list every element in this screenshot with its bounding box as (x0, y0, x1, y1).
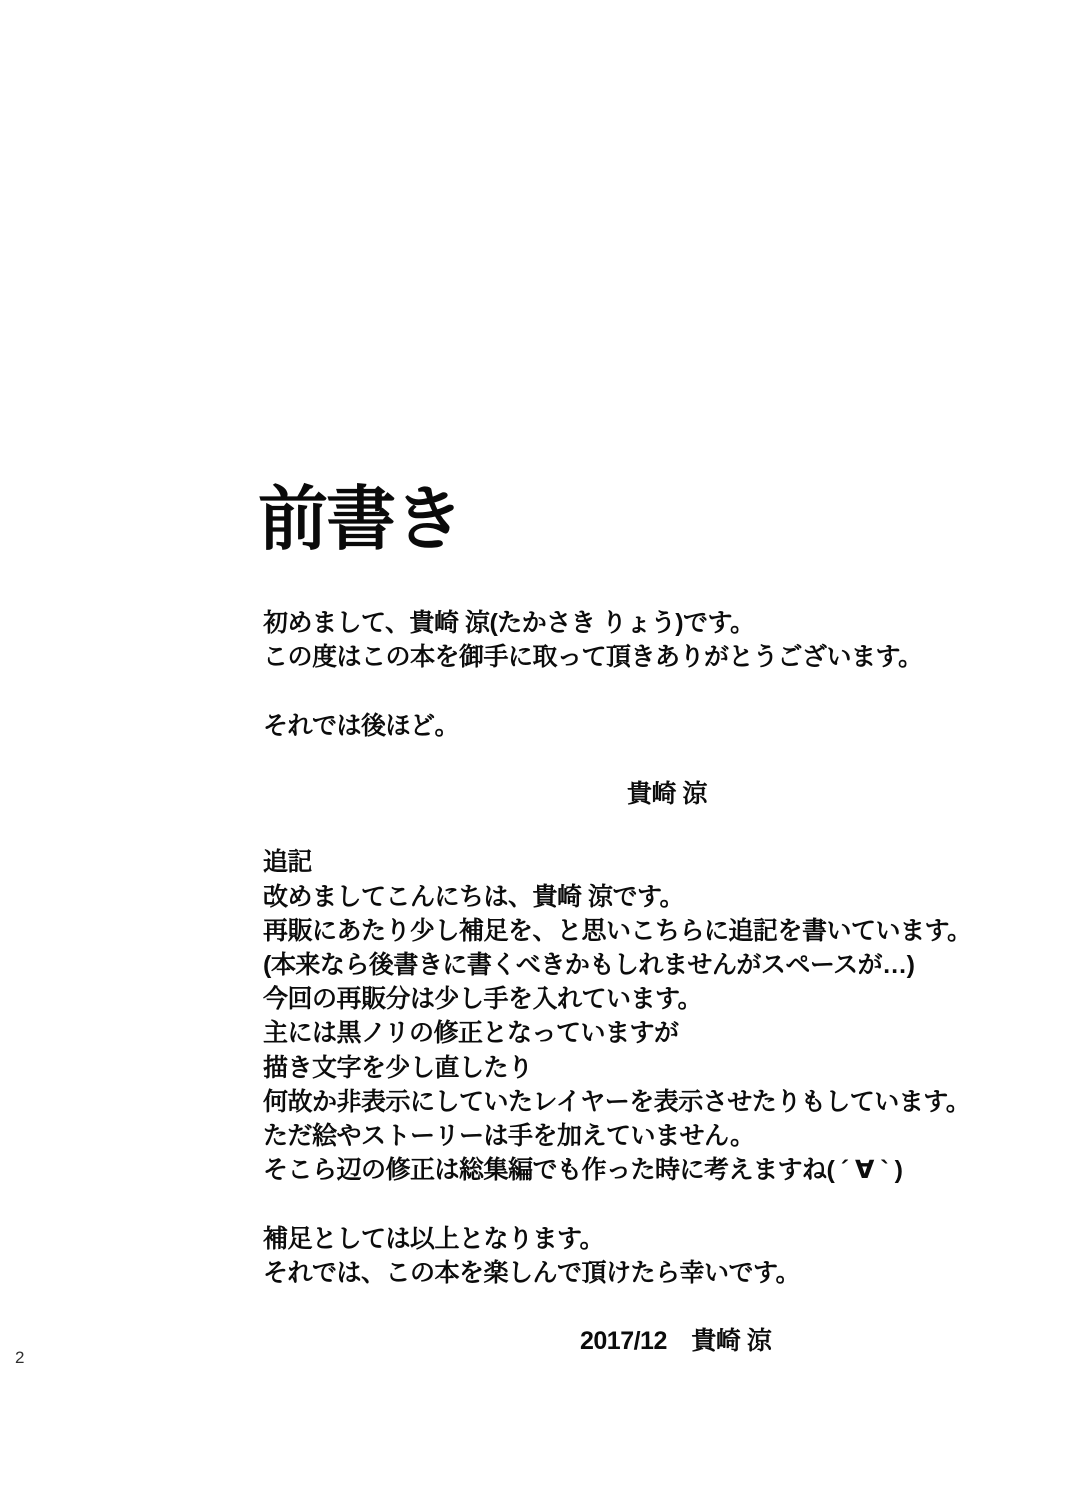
body-line: (本来なら後書きに書くべきかもしれませんがスペースが…) (263, 951, 915, 980)
body-line: それでは、この本を楽しんで頂けたら幸いです。 (263, 1258, 801, 1287)
body-line: 再販にあたり少し補足を、と思いこちらに追記を書いています。 (263, 916, 972, 945)
body-line: 何故か非表示にしていたレイヤーを表示させたりもしています。 (263, 1087, 971, 1116)
body-line (263, 674, 1023, 708)
body-line: そこら辺の修正は総集編でも作った時に考えますね( ´ ∀ ` ) (263, 1156, 903, 1185)
body-line: この度はこの本を御手に取って頂きありがとうございます。 (263, 643, 923, 672)
body-line: それでは後ほど。 (263, 711, 460, 740)
body-line (263, 1187, 1023, 1221)
body-line: 描き文字を少し直したり (263, 1053, 533, 1082)
body-line (263, 811, 1023, 845)
body-line: 主には黒ノリの修正となっていますが (263, 1019, 679, 1048)
body-line: 追記 (263, 848, 313, 877)
body-line: 初めまして、貴崎 涼(たかさき りょう)です。 (263, 609, 755, 637)
body-line: 改めましてこんにちは、貴崎 涼です。 (263, 882, 684, 911)
body-line: ただ絵やストーリーは手を加えていません。 (263, 1122, 755, 1151)
body-line: 2017/12 貴崎 涼 (580, 1327, 772, 1356)
body-line: 貴崎 涼 (627, 780, 707, 809)
body-line (263, 743, 1023, 777)
body-line (263, 1290, 1023, 1324)
body-line: 今回の再販分は少し手を入れています。 (263, 985, 703, 1014)
body-line: 補足としては以上となります。 (263, 1224, 605, 1253)
body-text (263, 606, 1023, 1358)
page-number: 2 (15, 1348, 25, 1367)
page-title: 前書き (258, 480, 462, 558)
